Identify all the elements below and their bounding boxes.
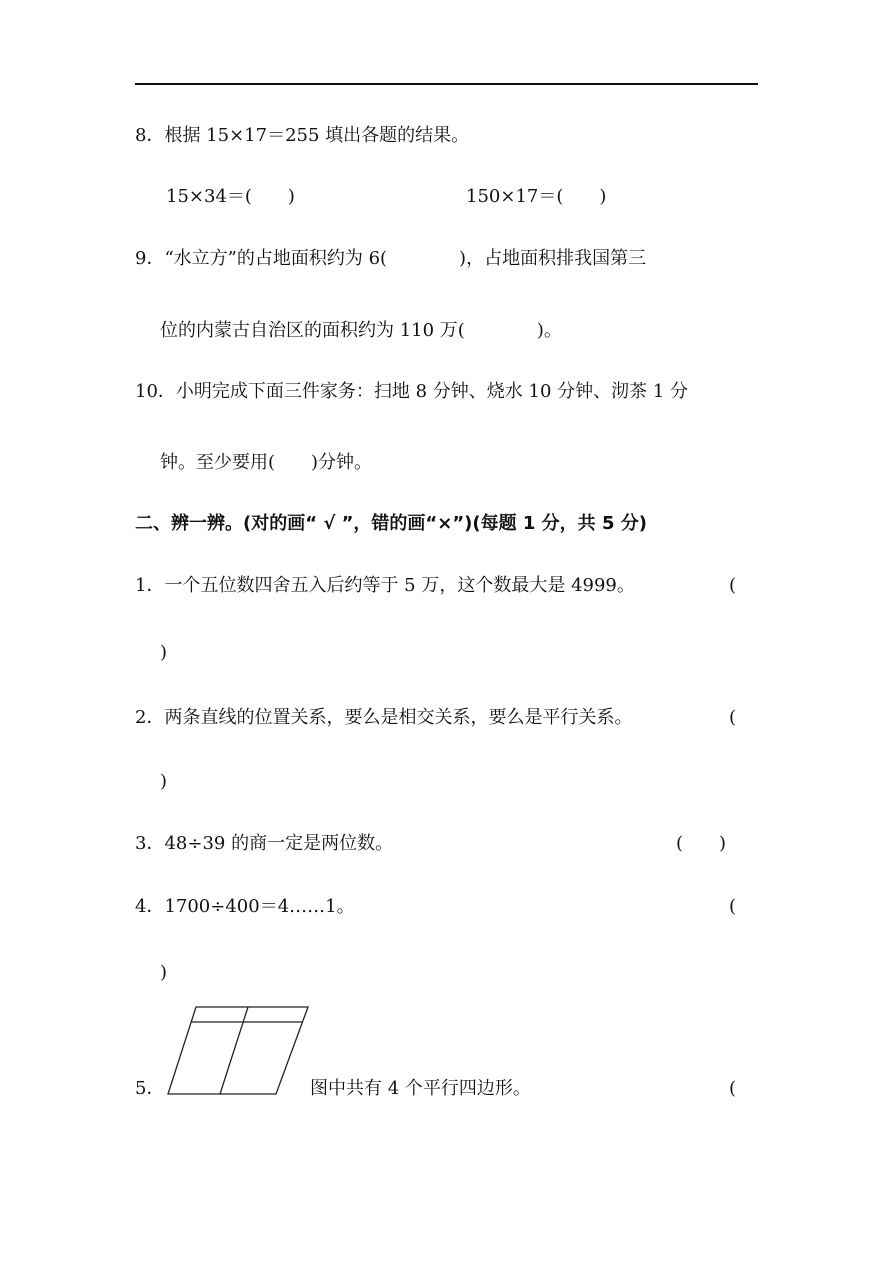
judge-4-close-paren: ) [160, 962, 168, 983]
section-title: 二、辨一辨。(对的画“ √ ”，错的画“×”)(每题 1 分，共 5 分) [135, 513, 647, 534]
q8-stem: 8．根据 15×17＝255 填出各题的结果。 [135, 125, 470, 146]
q10-line2: 钟。至少要用( )分钟。 [160, 452, 373, 473]
q9-line1: 9．“水立方”的占地面积约为 6( )，占地面积排我国第三 [135, 248, 647, 269]
judge-2-open-paren: ( [729, 707, 737, 728]
judge-3-paren: ( ) [676, 833, 727, 854]
q8-answer-a: 15×34＝( ) [166, 186, 295, 207]
judge-1-text: 1．一个五位数四舍五入后约等于 5 万，这个数最大是 4999。 [135, 575, 635, 596]
q9-line2: 位的内蒙古自治区的面积约为 110 万( )。 [160, 320, 562, 341]
judge-5-number: 5． [135, 1078, 165, 1099]
q8-answer-b: 150×17＝( ) [466, 186, 607, 207]
judge-2-text: 2．两条直线的位置关系，要么是相交关系，要么是平行关系。 [135, 707, 633, 728]
slanted-divider [220, 1007, 248, 1094]
judge-2-close-paren: ) [160, 771, 168, 792]
header-rule [135, 83, 758, 85]
judge-5-text: 图中共有 4 个平行四边形。 [310, 1078, 531, 1099]
judge-3-text: 3．48÷39 的商一定是两位数。 [135, 833, 394, 854]
judge-4-open-paren: ( [729, 896, 737, 917]
parallelogram-figure [160, 1000, 315, 1100]
judge-1-open-paren: ( [729, 575, 737, 596]
judge-5-open-paren: ( [729, 1078, 737, 1099]
judge-1-close-paren: ) [160, 642, 168, 663]
q10-line1: 10．小明完成下面三件家务：扫地 8 分钟、烧水 10 分钟、沏茶 1 分 [135, 381, 689, 402]
outer-parallelogram [168, 1007, 308, 1094]
judge-4-text: 4．1700÷400＝4……1。 [135, 896, 355, 917]
